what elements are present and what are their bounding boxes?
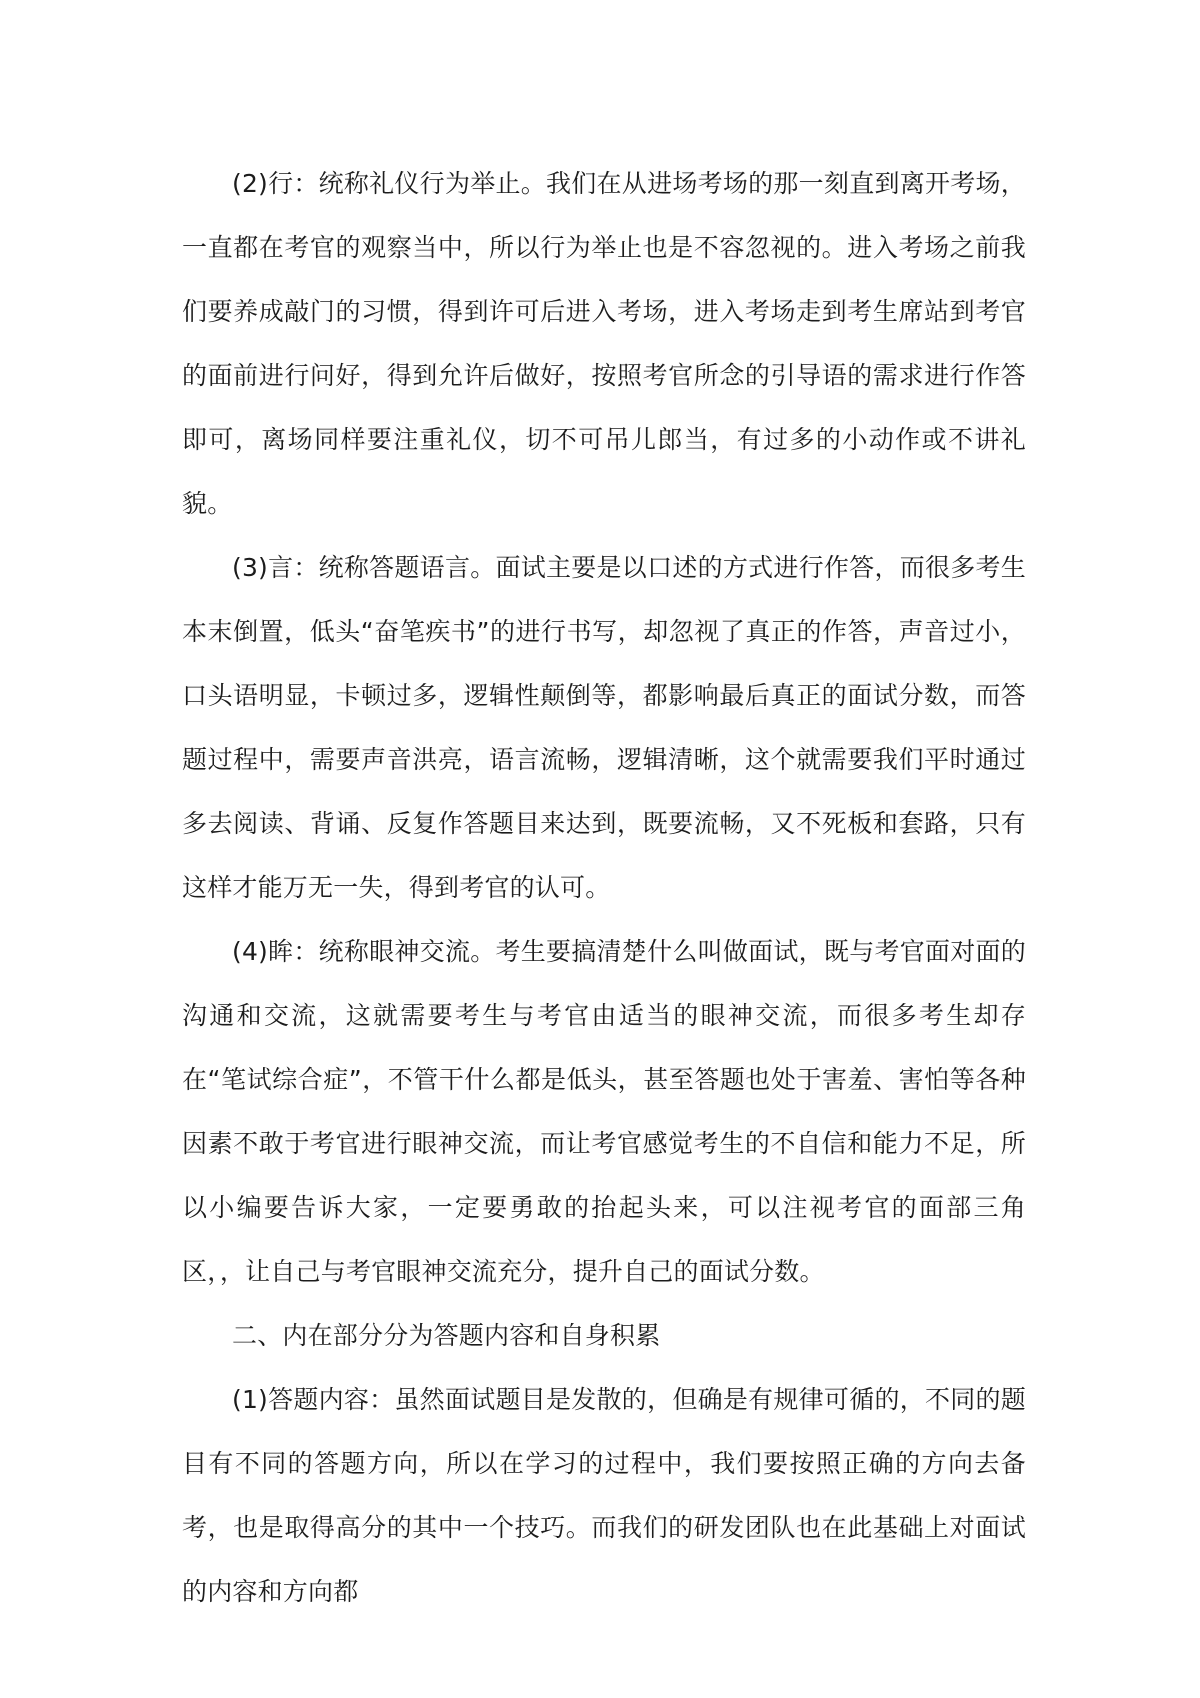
paragraph-conduct: (2)行：统称礼仪行为举止。我们在从进场考场的那一刻直到离开考场，一直都在考官的观察当中，所以行为举止也是不容忽视的。进入考场之前我们要养成敲门的习惯，得到许可后进入考场，进入考场走到考生席站到考官的面前进行问好，得到允许后做好，按照考官所念的引导语的需求进行作答即可，离场同样要注重礼仪，切不可吊儿郎当，有过多的小动作或不讲礼貌。	[182, 169, 1026, 518]
paragraph-speech: (3)言：统称答题语言。面试主要是以口述的方式进行作答，而很多考生本末倒置，低头“奋笔疾书”的进行书写，却忽视了真正的作答，声音过小，口头语明显，卡顿过多，逻辑性颠倒等，都影响最后真正的面试分数，而答题过程中，需要声音洪亮，语言流畅，逻辑清晰，这个就需要我们平时通过多去阅读、背诵、反复作答题目来达到，既要流畅，又不死板和套路，只有这样才能万无一失，得到考官的认可。	[182, 553, 1026, 902]
document-body	[182, 152, 1026, 1624]
section-heading: 二、内在部分分为答题内容和自身积累	[232, 1321, 661, 1350]
paragraph-eye-contact: (4)眸：统称眼神交流。考生要搞清楚什么叫做面试，既与考官面对面的沟通和交流，这就需要考生与考官由适当的眼神交流，而很多考生却存在“笔试综合症”，不管干什么都是低头，甚至答题也处于害羞、害怕等各种因素不敢于考官进行眼神交流，而让考官感觉考生的不自信和能力不足，所以小编要告诉大家，一定要勇敢的抬起头来，可以注视考官的面部三角区，，让自己与考官眼神交流充分，提升自己的面试分数。	[182, 937, 1026, 1286]
paragraph-answer-content: (1)答题内容：虽然面试题目是发散的，但确是有规律可循的，不同的题目有不同的答题方向，所以在学习的过程中，我们要按照正确的方向去备考，也是取得高分的其中一个技巧。而我们的研发团队也在此基础上对面试的内容和方向都	[182, 1385, 1026, 1606]
